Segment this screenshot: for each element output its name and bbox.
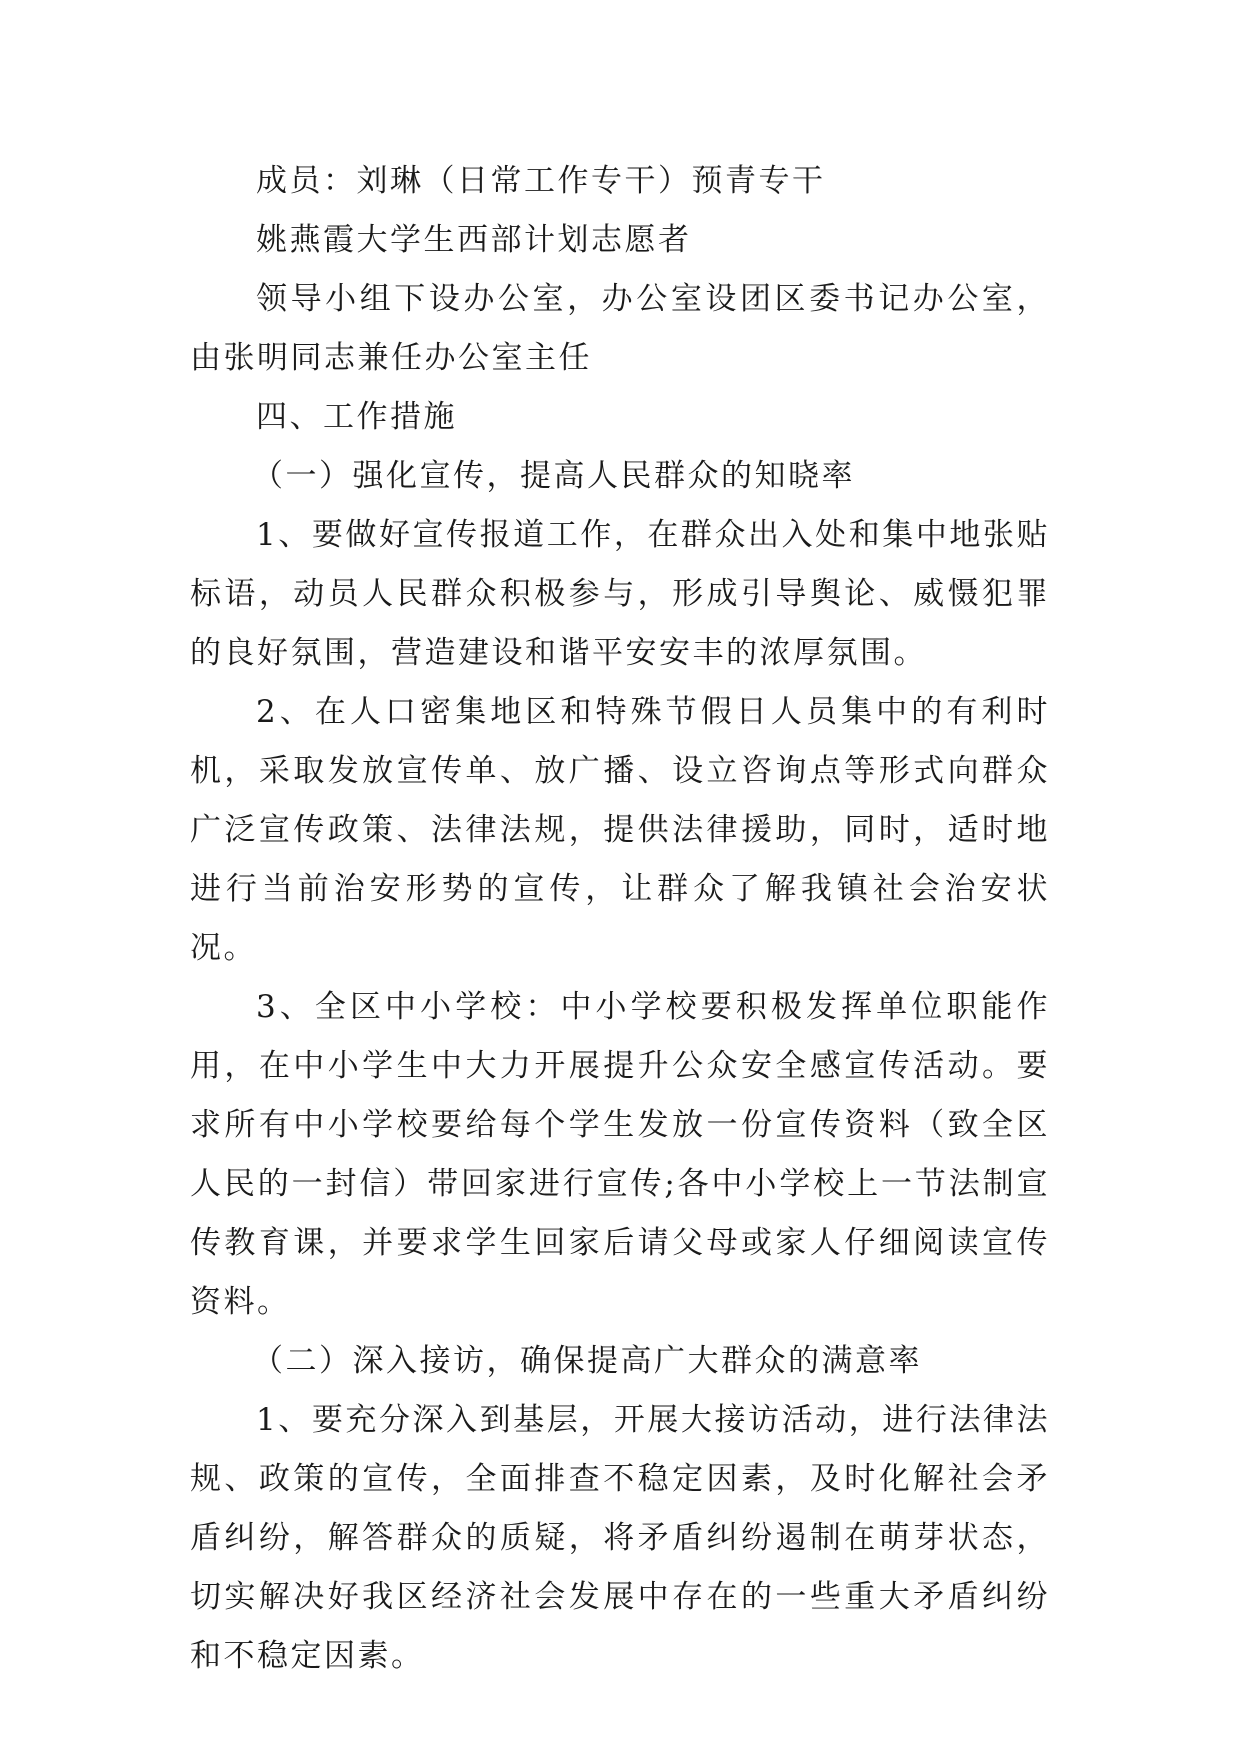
section-heading-work-measures: 四、工作措施	[256, 399, 457, 435]
document-body	[190, 152, 1050, 1686]
paragraph-item-1-1: 1、要做好宣传报道工作，在群众出入处和集中地张贴标语，动员人民群众积极参与，形成引导舆论、威慑犯罪的良好氛围，营造建设和谐平安安丰的浓厚氛围。	[190, 517, 1050, 671]
paragraph-item-1-3: 3、全区中小学校：中小学校要积极发挥单位职能作用，在中小学生中大力开展提升公众安全感宣传活动。要求所有中小学校要给每个学生发放一份宣传资料（致全区人民的一封信）带回家进行宣传;各中小学校上一节法制宣传教育课，并要求学生回家后请父母或家人仔细阅读宣传资料。	[190, 989, 1050, 1320]
subheading-visits: （二）深入接访，确保提高广大群众的满意率	[252, 1343, 922, 1379]
paragraph-item-1-2: 2、在人口密集地区和特殊节假日人员集中的有利时机，采取发放宣传单、放广播、设立咨询点等形式向群众广泛宣传政策、法律法规，提供法律援助，同时，适时地进行当前治安形势的宣传，让群众了解我镇社会治安状况。	[190, 694, 1050, 966]
members-line: 成员：刘琳（日常工作专干）预青专干	[256, 163, 826, 199]
paragraph-item-2-1: 1、要充分深入到基层，开展大接访活动，进行法律法规、政策的宣传，全面排查不稳定因素，及时化解社会矛盾纠纷，解答群众的质疑，将矛盾纠纷遏制在萌芽状态，切实解决好我区经济社会发展中存在的一些重大矛盾纠纷和不稳定因素。	[190, 1402, 1050, 1674]
member-line-2: 姚燕霞大学生西部计划志愿者	[256, 222, 692, 258]
subheading-publicity: （一）强化宣传，提高人民群众的知晓率	[252, 458, 855, 494]
office-paragraph: 领导小组下设办公室，办公室设团区委书记办公室，由张明同志兼任办公室主任	[190, 281, 1050, 376]
